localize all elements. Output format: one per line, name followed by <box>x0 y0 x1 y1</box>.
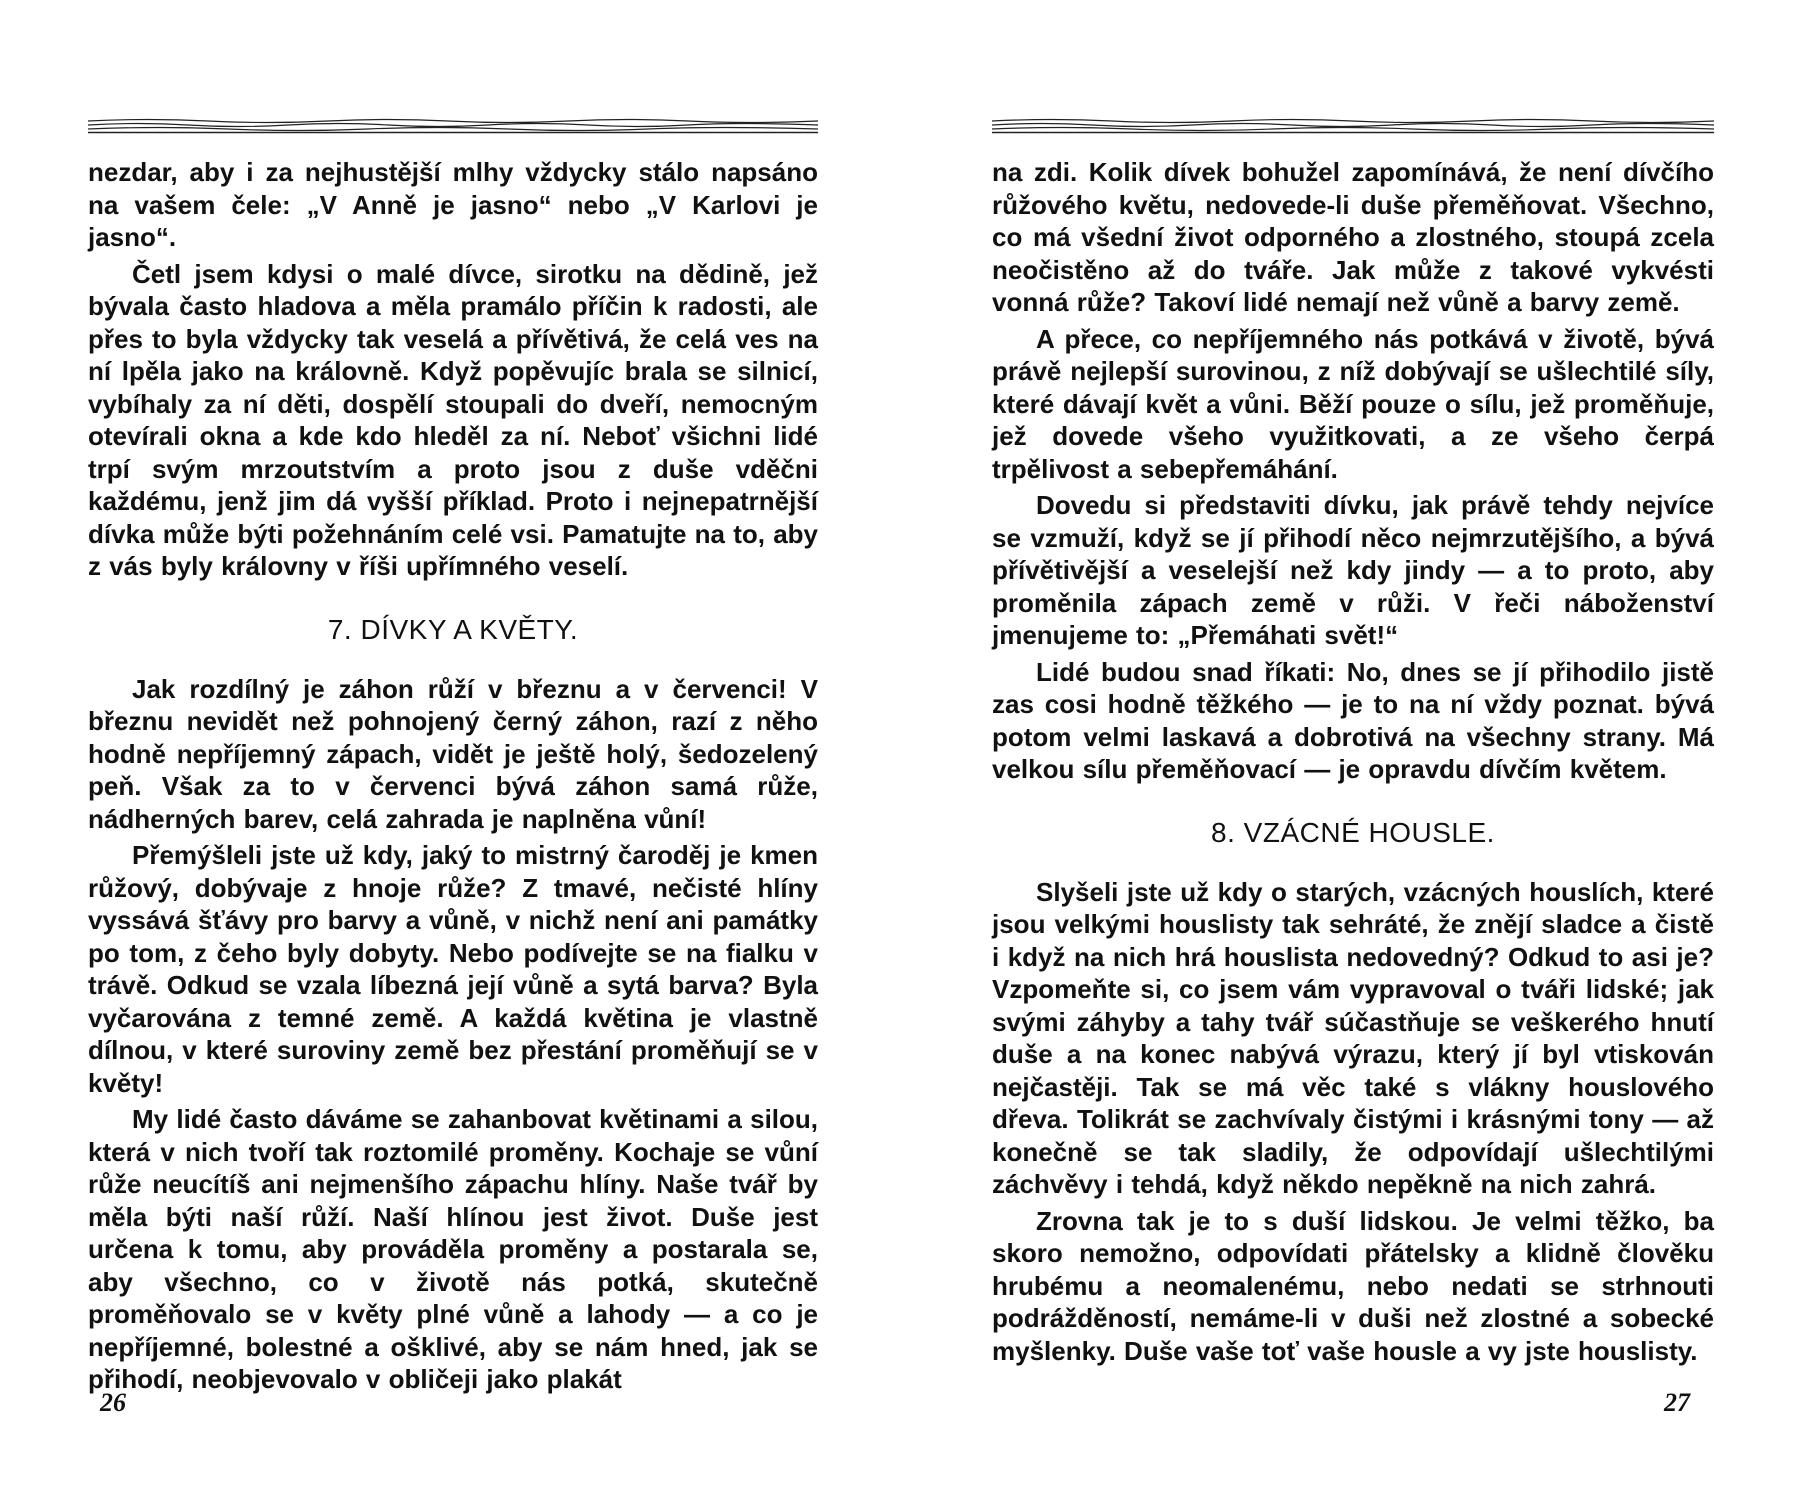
paragraph: Jak rozdílný je záhon růží v březnu a v červenci! V březnu nevidět než pohnojený černý záhon, razí z něho hodně nepříjemný zápach, vidět je ještě holý, šedozelený peň. Však za to v červenci bývá záhon samá růže, nádherných barev, celá zahrada je naplněna vůní! <box>88 673 818 834</box>
paragraph: Slyšeli jste už kdy o starých, vzácných houslích, které jsou velkými houslisty tak sehráté, že znějí sladce a čistě i když na nich hrá houslista nedovedný? Odkud to asi je? Vzpomeňte si, co jsem vám vypravoval o tváři lidské; jak svými záhyby a tahy tvář súčastňuje se veškerého hnutí duše a na konec nabývá výrazu, který jí byl vtiskován nejčastěji. Tak se má věc také s vlákny houslového dřeva. Tolikrát se zachvívaly čistými i krásnými tony — až konečně se tak sladily, že odpovídají ušlechtilými záchvěvy i tehdá, když někdo nepěkně na nich zahrá. <box>992 876 1714 1199</box>
paragraph: Zrovna tak je to s duší lidskou. Je velmi těžko, ba skoro nemožno, odpovídati přátelsky a klidně člověku hrubému a neomalenému, nebo nedati se strhnouti podrážděností, nemáme-li v duši než zlostné a sobecké myšlenky. Duše vaše toť vaše housle a vy jste houslisty. <box>992 1205 1714 1366</box>
paragraph: My lidé často dáváme se zahanbovat květinami a silou, která v nich tvoří tak roztomilé proměny. Kochaje se vůní růže neucítíš ani nejmenšího zápachu hlíny. Naše tvář by měla býti naší růží. Naší hlínou jest život. Duše jest určena k tomu, aby prováděla proměny a postarala se, aby všechno, co v životě nás potká, skutečně proměňovalo se v květy plné vůně a lahody — a co je nepříjemné, bolestné a ošklivé, aby se nám hned, jak se přihodí, neobjevovalo v obličeji jako plakát <box>88 1104 818 1394</box>
page-number: 27 <box>1664 1388 1690 1417</box>
paragraph: Lidé budou snad říkati: No, dnes se jí přihodilo jistě zas cosi hodně těžkého — je to na ní vždy poznat. bývá potom velmi laskavá a dobrotivá na všechny strany. Má velkou sílu přeměňovací — je opravdu dívčím květem. <box>992 656 1714 784</box>
paragraph: Dovedu si představiti dívku, jak právě tehdy nejvíce se vzmuží, když se jí přihodí něco nejmrzutějšího, a bývá přívětivější a veselejší než kdy jindy — a to proto, aby proměnila zápach země v růži. V řeči náboženství jmenujeme to: „Přemáhati svět!“ <box>992 490 1714 650</box>
page-number: 26 <box>100 1388 126 1417</box>
chapter-heading: 7. DÍVKY A KVĚTY. <box>327 613 579 645</box>
header-ornament <box>88 118 818 134</box>
paragraph: A přece, co nepříjemného nás potkává v životě, bývá právě nejlepší surovinou, z níž dobývají se ušlechtilé síly, které dávají květ a vůni. Běží pouze o sílu, jež proměňuje, jež dovede všeho využitkovati, a ze všeho čerpá trpělivost a sebepřemáhání. <box>992 323 1714 484</box>
paragraph: Četl jsem kdysi o malé dívce, sirotku na dědině, jež bývala často hladova a měla pramálo příčin k radosti, ale přes to byla vždycky tak veselá a přívětivá, že celá ves na ní lpěla jako na královně. Když popěvujíc brala se silnicí, vybíhaly za ní děti, dospělí stoupali do dveří, nemocným otevírali okna a kde kdo hleděl za ní. Neboť všichni lidé trpí svým mrzoutstvím a proto jsou z duše vděčni každému, jenž jim dá vyšší příklad. Proto i nejnepatrnější dívka může býti požehnáním celé vsi. Pamatujte na to, aby z vás byly královny v říši upřímného veselí. <box>88 258 818 581</box>
paragraph: Přemýšleli jste už kdy, jaký to mistrný čaroděj je kmen růžový, dobývaje z hnoje růže? Z tmavé, nečisté hlíny vyssává šťávy pro barvy a vůně, v nichž není ani památky po tom, z čeho byly dobyty. Nebo podívejte se na fialku v trávě. Odkud se vzala líbezná její vůně a sytá barva? Byla vyčarována z temné země. A každá květina je vlastně dílnou, v které suroviny země bez přestání proměňují se v květy! <box>88 840 818 1098</box>
header-ornament <box>992 118 1714 134</box>
chapter-heading: 8. VZÁCNÉ HOUSLE. <box>1211 816 1495 848</box>
right-page <box>900 0 1800 1500</box>
paragraph: nezdar, aby i za nejhustější mlhy vždycky stálo napsáno na vašem čele: „V Anně je jasno“ nebo „V Karlovi je jasno“. <box>88 157 818 252</box>
paragraph: na zdi. Kolik dívek bohužel zapomínává, že není dívčího růžového květu, nedovede-li duše přeměňovat. Všechno, co má všední život odporného a zlostného, stoupá zcela neočistěno až do tváře. Jak může z takové vykvésti vonná růže? Takoví lidé nemají než vůně a barvy země. <box>992 157 1714 317</box>
left-text-column <box>88 156 818 1396</box>
right-text-column <box>992 156 1714 1367</box>
